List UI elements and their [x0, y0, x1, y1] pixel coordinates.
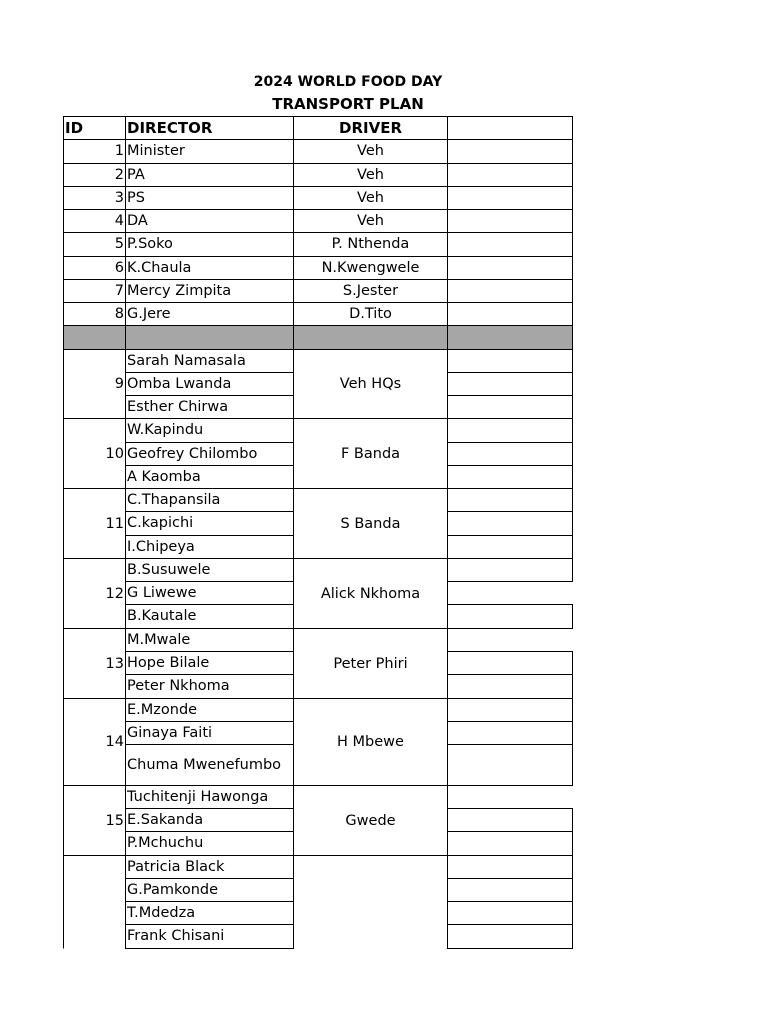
row-id: 8	[63, 302, 126, 326]
group-extra	[447, 808, 573, 832]
group-id: 10	[63, 418, 126, 489]
separator-id	[63, 325, 126, 350]
row-director: P.Soko	[125, 232, 294, 257]
group-id: 15	[63, 785, 126, 856]
group-extra	[447, 924, 573, 949]
row-id: 1	[63, 139, 126, 164]
group-director: Hope Bilale	[125, 651, 294, 675]
group-id: 12	[63, 558, 126, 629]
group-director: Esther Chirwa	[125, 395, 294, 419]
group-extra	[447, 418, 573, 443]
group-extra	[447, 604, 573, 629]
group-extra	[447, 744, 573, 786]
group-extra	[447, 558, 573, 582]
group-extra	[447, 628, 573, 652]
document-title: 2024 WORLD FOOD DAY	[253, 74, 443, 90]
row-director: DA	[125, 209, 294, 233]
group-director: C.kapichi	[125, 511, 294, 536]
document-subtitle: TRANSPORT PLAN	[272, 95, 424, 113]
row-driver: Veh	[293, 186, 448, 210]
group-director: A Kaomba	[125, 465, 294, 489]
row-id: 4	[63, 209, 126, 233]
row-extra	[447, 139, 573, 164]
group-id	[63, 855, 126, 949]
group-extra	[447, 395, 573, 419]
group-director: Frank Chisani	[125, 924, 294, 949]
row-extra	[447, 279, 573, 303]
group-director: E.Sakanda	[125, 808, 294, 832]
group-director: Patricia Black	[125, 855, 294, 879]
group-driver: Alick Nkhoma	[293, 558, 448, 629]
group-director: W.Kapindu	[125, 418, 294, 443]
row-driver: N.Kwengwele	[293, 256, 448, 280]
group-driver: F Banda	[293, 418, 448, 489]
group-extra	[447, 674, 573, 699]
group-driver: Peter Phiri	[293, 628, 448, 699]
group-extra	[447, 878, 573, 902]
group-extra	[447, 349, 573, 373]
group-extra	[447, 581, 573, 605]
group-director: M.Mwale	[125, 628, 294, 652]
row-driver: Veh	[293, 139, 448, 164]
group-director: Tuchitenji Hawonga	[125, 785, 294, 809]
row-extra	[447, 232, 573, 257]
group-director: Sarah Namasala	[125, 349, 294, 373]
group-id: 13	[63, 628, 126, 699]
group-director: T.Mdedza	[125, 901, 294, 925]
group-director: B.Susuwele	[125, 558, 294, 582]
group-extra	[447, 721, 573, 745]
group-driver: S Banda	[293, 488, 448, 559]
row-extra	[447, 186, 573, 210]
group-extra	[447, 901, 573, 925]
group-director: C.Thapansila	[125, 488, 294, 512]
group-driver: Gwede	[293, 785, 448, 856]
row-director: PS	[125, 186, 294, 210]
group-director: Geofrey Chilombo	[125, 442, 294, 466]
row-driver: S.Jester	[293, 279, 448, 303]
header-id: ID	[63, 116, 126, 140]
row-director: G.Jere	[125, 302, 294, 326]
separator-director	[125, 325, 294, 350]
separator-extra	[447, 325, 573, 350]
group-director: Omba Lwanda	[125, 372, 294, 396]
group-driver	[293, 855, 448, 949]
group-director: B.Kautale	[125, 604, 294, 629]
header-extra	[447, 116, 573, 140]
group-extra	[447, 651, 573, 675]
group-director: Ginaya Faiti	[125, 721, 294, 745]
row-driver: Veh	[293, 209, 448, 233]
row-driver: Veh	[293, 163, 448, 187]
row-id: 2	[63, 163, 126, 187]
group-id: 14	[63, 698, 126, 786]
row-director: K.Chaula	[125, 256, 294, 280]
row-director: Minister	[125, 139, 294, 164]
row-driver: P. Nthenda	[293, 232, 448, 257]
group-extra	[447, 511, 573, 536]
group-extra	[447, 535, 573, 559]
row-extra	[447, 302, 573, 326]
separator-driver	[293, 325, 448, 350]
header-director: DIRECTOR	[125, 116, 294, 140]
row-driver: D.Tito	[293, 302, 448, 326]
group-director: P.Mchuchu	[125, 831, 294, 856]
row-id: 5	[63, 232, 126, 257]
group-extra	[447, 442, 573, 466]
row-id: 3	[63, 186, 126, 210]
group-extra	[447, 855, 573, 879]
row-director: Mercy Zimpita	[125, 279, 294, 303]
group-extra	[447, 488, 573, 512]
row-director: PA	[125, 163, 294, 187]
group-driver: H Mbewe	[293, 698, 448, 786]
row-extra	[447, 163, 573, 187]
group-id: 11	[63, 488, 126, 559]
group-director: Chuma Mwenefumbo	[125, 744, 294, 786]
group-driver: Veh HQs	[293, 349, 448, 419]
group-director: E.Mzonde	[125, 698, 294, 722]
row-id: 7	[63, 279, 126, 303]
group-director: I.Chipeya	[125, 535, 294, 559]
group-director: G.Pamkonde	[125, 878, 294, 902]
group-extra	[447, 831, 573, 856]
group-extra	[447, 785, 573, 809]
group-extra	[447, 465, 573, 489]
group-extra	[447, 372, 573, 396]
row-id: 6	[63, 256, 126, 280]
row-extra	[447, 209, 573, 233]
header-driver: DRIVER	[293, 116, 448, 140]
group-id: 9	[63, 349, 126, 419]
group-director: G Liwewe	[125, 581, 294, 605]
group-director: Peter Nkhoma	[125, 674, 294, 699]
group-extra	[447, 698, 573, 722]
row-extra	[447, 256, 573, 280]
